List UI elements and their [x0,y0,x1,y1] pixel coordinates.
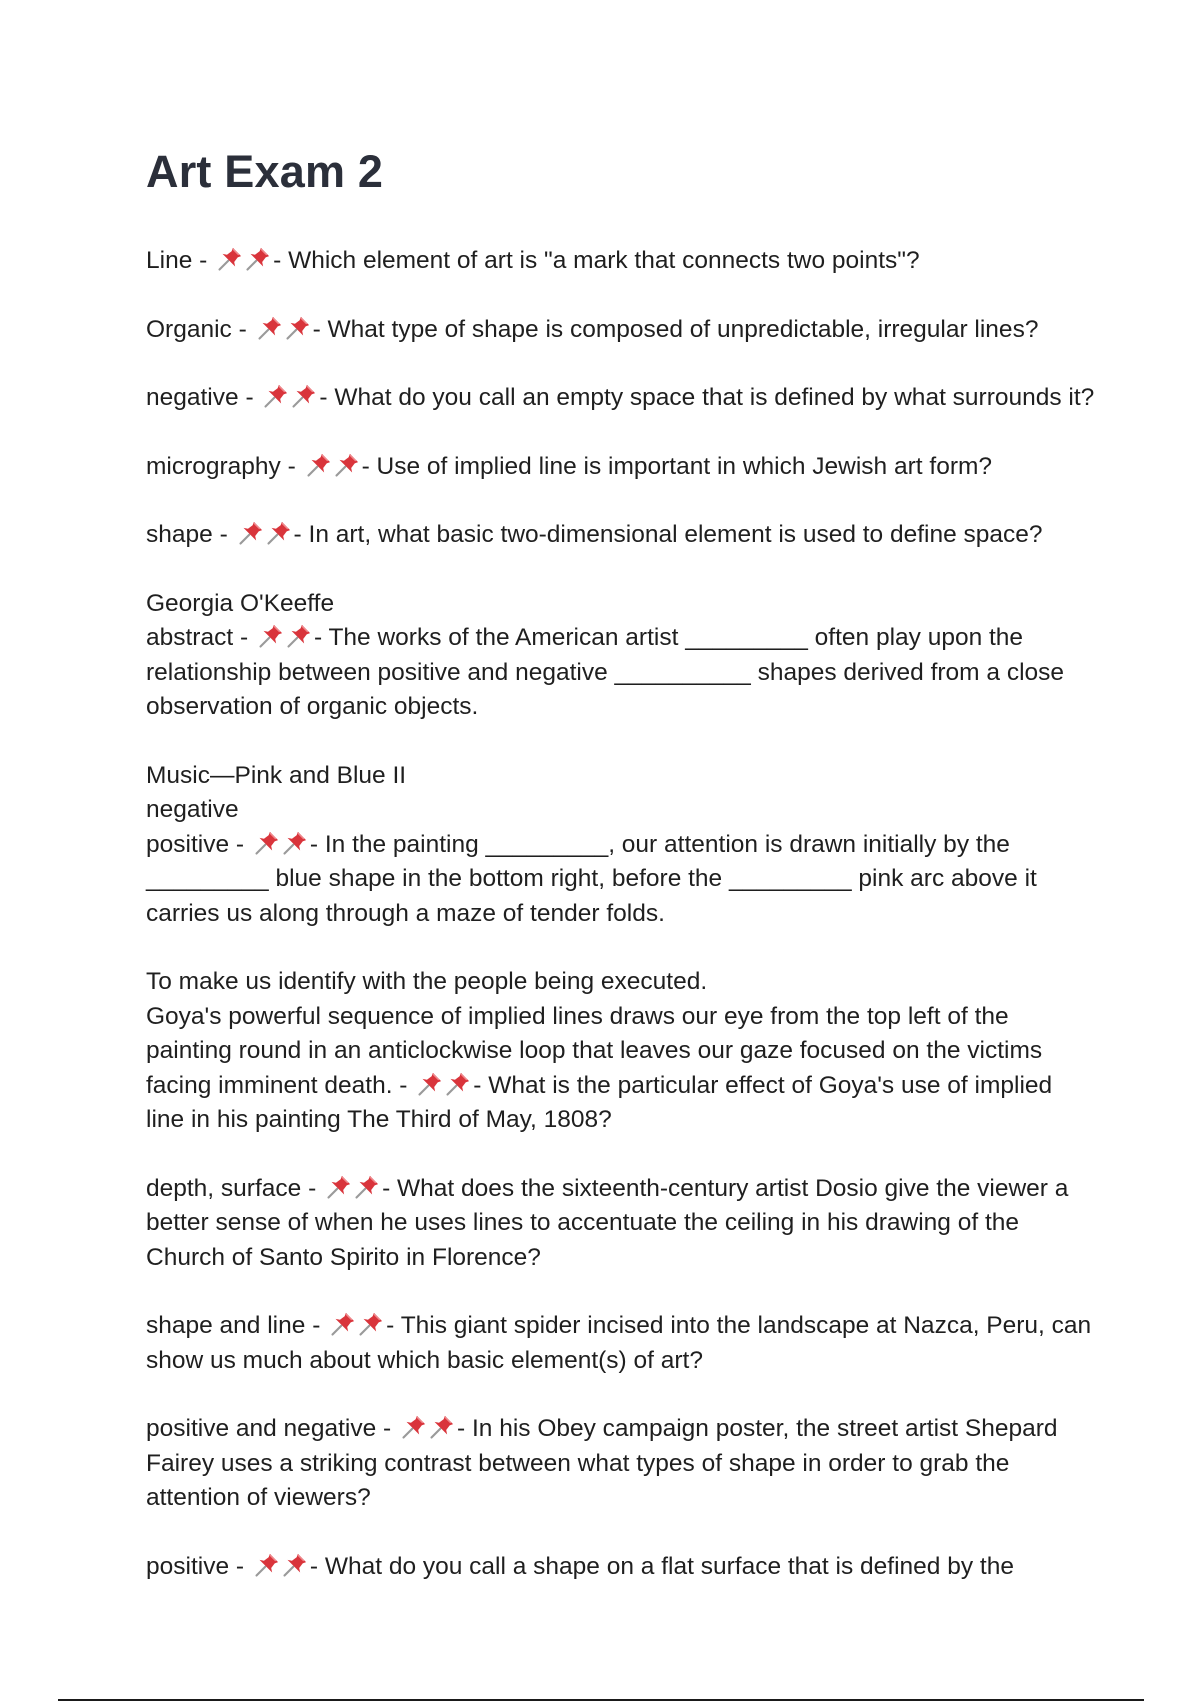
term-separator: - [301,1174,324,1202]
card-definition: - What do you call a shape on a flat surface that is defined by the [309,1552,1014,1580]
card-definition: - What type of shape is composed of unpredictable, irregular lines? [312,315,1039,343]
card-text [146,381,1096,416]
card-term: negative [146,384,239,411]
pins-pair [257,625,313,649]
card-definition: - This giant spider incised into the landscape at Nazca, Peru, can show us much about which basic element(s) of art? [146,1312,1092,1374]
card-text [146,244,1096,279]
pushpin-icon [325,1173,353,1201]
flashcard [146,759,1096,932]
card-text [146,450,1096,485]
pushpin-icon [256,314,284,342]
card-text [146,518,1096,553]
pushpin-icon [253,1551,281,1579]
flashcard [146,1412,1096,1516]
pushpin-icon [262,382,290,410]
flashcard [146,244,1096,279]
pushpin-icon [444,1070,472,1098]
page-title: Art Exam 2 [146,146,384,197]
term-separator: - [238,384,261,411]
term-separator: - [305,1312,328,1339]
pushpin-icon [253,829,281,857]
card-term: micrography [146,452,281,480]
pushpin-icon [333,451,361,479]
pins-pair [216,248,272,272]
term-separator: - [280,452,303,480]
card-definition: - What is the particular effect of Goya's use of implied line in his painting The Third of May, 1808? [146,1071,1053,1133]
pushpin-icon [290,382,318,410]
card-term: depth, surface [146,1174,302,1202]
pushpin-icon [353,1173,381,1201]
term-separator: - [231,315,254,343]
pushpin-icon [237,519,265,547]
pushpin-icon [416,1070,444,1098]
card-term: positive [146,1552,230,1580]
pins-pair [416,1073,472,1097]
card-text [146,1000,1096,1138]
card-term: Goya's powerful sequence of implied lines draws our eye from the top left of the painting round in an anticlockwise loop that leaves our gaze focused on the victims facing imminent death. [146,1002,1043,1099]
card-term: shape [146,521,213,548]
term-separator: - [392,1071,415,1099]
flashcard [146,965,1096,1138]
pushpin-icon [281,829,309,857]
card-answer-line: Georgia O'Keeffe [146,589,335,617]
flashcard [146,381,1096,416]
card-answer-line: Music—Pink and Blue II [146,761,407,789]
pushpin-icon [257,622,285,650]
card-definition: - The works of the American artist _________ often play upon the relationship between positive and negative __________ shapes derived from a close observation of organic objects. [146,624,1065,720]
pushpin-icon [428,1413,456,1441]
pushpin-icon [265,519,293,547]
card-definition: - What does the sixteenth-century artist Dosio give the viewer a better sense of when he uses lines to accentuate the ceiling in his drawing of the Church of Santo Spirito in Florence? [146,1174,1069,1271]
flashcard [146,450,1096,485]
term-separator: - [229,1552,251,1580]
pushpin-icon [216,245,244,273]
pushpin-icon [329,1310,357,1338]
flashcard [146,587,1096,725]
card-term: positive and negative [146,1415,377,1442]
card-answer-line: negative [146,796,239,823]
pushpin-icon [285,622,313,650]
card-text [146,1309,1096,1378]
card-definition: - In art, what basic two-dimensional element is used to define space? [293,521,1043,548]
card-text [146,828,1096,932]
term-separator: - [376,1415,398,1442]
card-definition: - In his Obey campaign poster, the street artist Shepard Fairey uses a striking contrast between what types of shape in order to grab the attention of viewers? [146,1415,1058,1511]
pushpin-icon [244,245,272,273]
flashcard [146,313,1096,348]
pushpin-icon [357,1310,385,1338]
card-answer-line: To make us identify with the people being executed. [146,968,708,995]
pins-pair [253,832,309,856]
pushpin-icon [305,451,333,479]
flashcard [146,1550,1096,1585]
card-text [146,621,1096,725]
flashcard [146,1172,1096,1276]
card-definition: - Which element of art is "a mark that connects two points"? [273,247,920,274]
card-term: positive [146,830,230,858]
card-definition: - What do you call an empty space that is defined by what surrounds it? [319,384,1095,411]
card-term: Line [146,247,193,274]
flashcard [146,518,1096,553]
card-text [146,1412,1096,1516]
card-text [146,1172,1096,1276]
pushpin-icon [400,1413,428,1441]
card-text [146,1550,1096,1585]
pins-pair [329,1313,385,1337]
pins-pair [253,1554,309,1578]
card-definition: - In the painting _________, our attention is drawn initially by the _________ blue shape in the bottom right, before the _________ pink arc above it carries us along through a maze of tender folds. [146,830,1037,927]
pins-pair [237,522,293,546]
pins-pair [305,454,361,478]
card-definition: - Use of implied line is important in which Jewish art form? [361,452,993,480]
pins-pair [325,1176,381,1200]
term-separator: - [229,830,251,858]
term-separator: - [233,624,255,651]
flashcard [146,1309,1096,1378]
term-separator: - [212,521,235,548]
pins-pair [262,385,318,409]
pushpin-icon [281,1551,309,1579]
card-term: abstract [146,624,234,651]
pushpin-icon [284,314,312,342]
pins-pair [400,1416,456,1440]
term-separator: - [192,247,215,274]
card-term: shape and line [146,1312,306,1339]
card-term: Organic [146,315,232,343]
card-text [146,313,1096,348]
flashcard-list [146,244,1096,1618]
pins-pair [256,317,312,341]
